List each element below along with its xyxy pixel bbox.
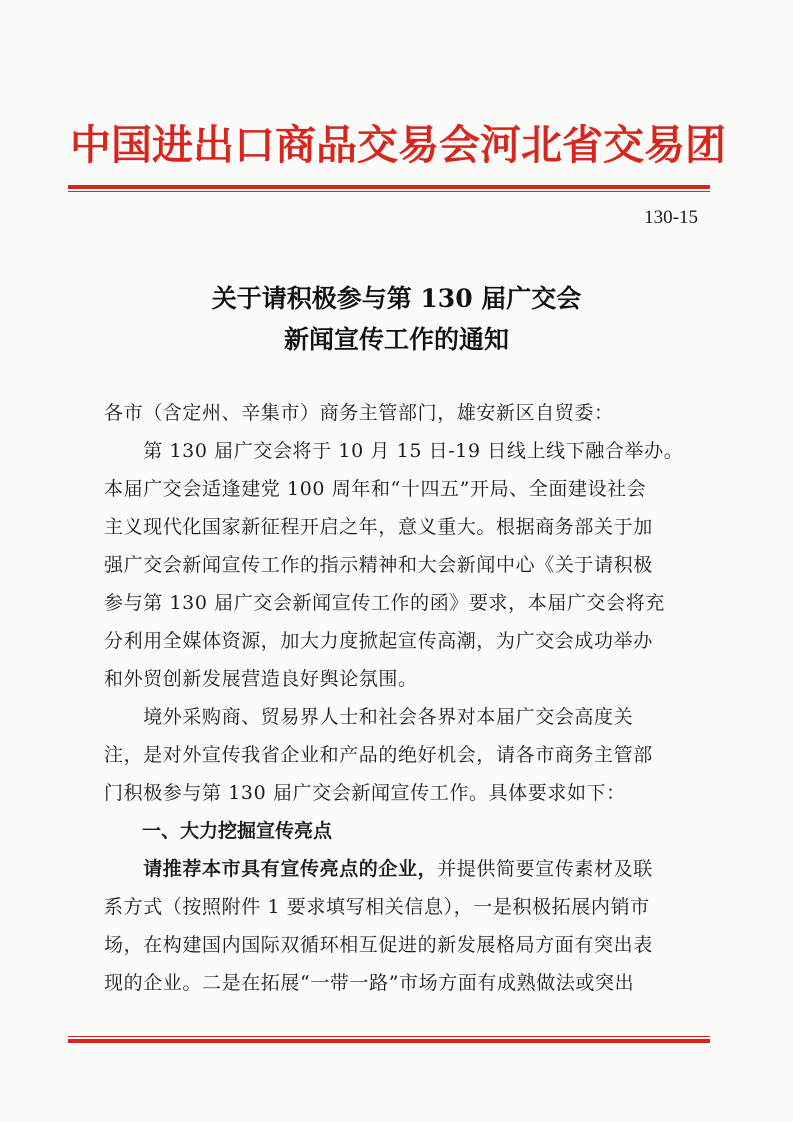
paragraph-3-line-3: 场，在构建国内国际双循环相互促进的新发展格局方面有突出表 (104, 934, 653, 956)
paragraph-3-lead-bold: 请推荐本市具有宣传亮点的企业， (104, 858, 438, 880)
paragraph-3-line-1 (104, 854, 653, 881)
paragraph-1-line-5: 参与第 130 届广交会新闻宣传工作的函》要求，本届广交会将充 (104, 592, 665, 614)
footer-rule-thin (68, 1036, 710, 1037)
notice-title-line1: 关于请积极参与第 130 届广交会 (211, 284, 582, 313)
header-rule-thin (68, 191, 710, 192)
paragraph-2-line-3: 门积极参与第 130 届广交会新闻宣传工作。具体要求如下： (104, 782, 626, 804)
salutation: 各市（含定州、辛集市）商务主管部门，雄安新区自贸委： (104, 402, 614, 424)
header-rule-thick (68, 185, 710, 189)
paragraph-3-line-4: 现的企业。二是在拓展“一带一路”市场方面有成熟做法或突出 (104, 972, 635, 994)
paragraph-1-line-7: 和外贸创新发展营造良好舆论氛围。 (104, 668, 418, 690)
paragraph-2-line-2: 注，是对外宣传我省企业和产品的绝好机会，请各市商务主管部 (104, 744, 653, 766)
document-number: 130-15 (644, 207, 698, 228)
section-1-heading: 一、大力挖掘宣传亮点 (104, 820, 333, 842)
organization-header: 中国进出口商品交易会河北省交易团 (70, 121, 726, 169)
paragraph-1-line-6: 分利用全媒体资源，加大力度掀起宣传高潮，为广交会成功举办 (104, 630, 653, 652)
paragraph-1-line-1: 第 130 届广交会将于 10 月 15 日-19 日线上线下融合举办。 (104, 440, 684, 462)
paragraph-3-line-2: 系方式（按照附件 1 要求填写相关信息），一是积极拓展内销市 (104, 896, 650, 918)
paragraph-3-lead-rest: 并提供简要宣传素材及联 (437, 858, 653, 880)
paragraph-1-line-3: 主义现代化国家新征程开启之年，意义重大。根据商务部关于加 (104, 516, 653, 538)
notice-title-line2: 新闻宣传工作的通知 (283, 325, 509, 354)
paragraph-1-line-2: 本届广交会适逢建党 100 周年和“十四五”开局、全面建设社会 (104, 478, 647, 500)
paragraph-1-line-4: 强广交会新闻宣传工作的指示精神和大会新闻中心《关于请积极 (104, 554, 653, 576)
paragraph-2-line-1: 境外采购商、贸易界人士和社会各界对本届广交会高度关 (104, 706, 634, 728)
footer-rule-thick (68, 1039, 710, 1043)
